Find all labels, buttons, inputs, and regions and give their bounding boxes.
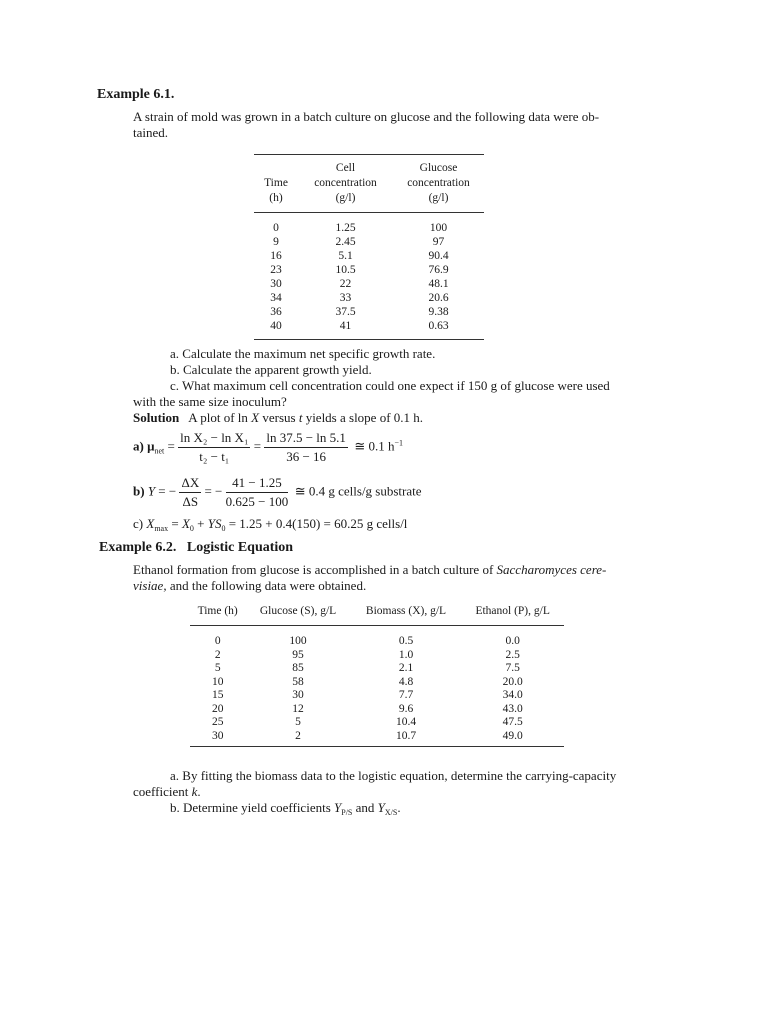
table-header-cell: Glucose (S), g/L [259, 605, 337, 617]
table-cell: 0 [273, 222, 279, 234]
equation-b: b) Y = − $\frac{\Delta X}{\Delta S}$ = − $\frac{41 - 1.25}{0.625 - 100}$ ≅ 0.4 g cells/g substrate [133, 475, 422, 509]
table-cell: 30 [270, 278, 282, 290]
example-6-1-heading: Example 6.1. [97, 87, 175, 102]
table-cell: 9 [273, 236, 279, 248]
example-6-2-heading: Example 6.2. Logistic Equation [99, 540, 294, 555]
question-c: c. What maximum cell concentration could one expect if 150 g of glucose were used [170, 378, 610, 393]
table-cell: 58 [292, 675, 304, 688]
equation-c: c) $X_{max} = X_0 + YS_0 = 1.25 + 0.4(150) = 60.25$ g cells/l [133, 516, 408, 533]
table-row [190, 689, 564, 703]
intro-line-1: A strain of mold was grown in a batch culture on glucose and the following data were ob- [133, 109, 600, 124]
table-cell: 16 [270, 250, 282, 262]
table-cell: 0.5 [398, 635, 414, 647]
table-header-row [190, 604, 564, 626]
table-cell: 5 [214, 662, 221, 674]
table-cell: 1.25 [335, 222, 356, 234]
table-row [254, 263, 484, 277]
table-cell: 76.9 [428, 264, 449, 276]
table-cell: 43.0 [502, 702, 523, 715]
equation-b-general-fraction: $\frac{\Delta X}{\Delta S}$ [181, 475, 200, 509]
table-cell: 37.5 [335, 306, 356, 318]
table-row [254, 249, 484, 263]
table-header-cell: Ethanol (P), g/L [475, 605, 550, 617]
table-row [190, 730, 564, 747]
question-logistic-a-cont: coefficient k. [133, 784, 201, 799]
table-cell: 30 [211, 729, 224, 742]
table-row [254, 319, 484, 340]
table-cell: 41 [339, 320, 352, 332]
table-cell: 20.6 [428, 292, 449, 304]
table-cell: 36 [270, 306, 282, 318]
header-glucose-concentration: Glucose concentration (g/l) [407, 162, 470, 204]
table-cell: 25 [211, 716, 224, 728]
table-cell: 0 [214, 635, 221, 647]
table-cell: 22 [339, 278, 352, 290]
table-row [254, 235, 484, 249]
intro-line-2: tained. [133, 125, 169, 140]
question-b: b. Calculate the apparent growth yield. [170, 362, 372, 377]
table-body [254, 213, 484, 340]
table-cell: 10.4 [395, 716, 417, 728]
table-cell: 49.0 [502, 729, 523, 742]
table-body [190, 626, 564, 747]
table-row [190, 676, 564, 690]
table-cell: 9.6 [398, 702, 414, 715]
question-a: a. Calculate the maximum net specific growth rate. [170, 346, 436, 361]
table-row [190, 703, 564, 717]
table-cell: 2.45 [335, 236, 356, 248]
table-row [190, 662, 564, 676]
table-cell: 97 [432, 236, 445, 248]
question-logistic-a: a. By fitting the biomass data to the logistic equation, determine the carrying-capacity [170, 768, 617, 783]
table-cell: 90.4 [428, 250, 449, 262]
solution-label: Solution [133, 410, 180, 425]
table-cell: 2 [214, 648, 221, 661]
table-cell: 20.0 [502, 675, 523, 688]
table-cell: 1.0 [398, 648, 414, 661]
question-c-cont: with the same size inoculum? [133, 394, 287, 409]
table-cell: 48.1 [428, 278, 449, 290]
table-cell: 5 [295, 716, 301, 728]
table-cell: 15 [211, 689, 224, 701]
table-cell: 100 [289, 635, 307, 647]
equation-a-general-fraction: $\frac{\text{ln X₂ − ln X₁}}{\text{t₂ − t₁}}$ [180, 430, 249, 464]
table-cell: 30 [292, 689, 304, 701]
table-cell: 5.1 [338, 250, 353, 262]
table-cell: 34 [270, 292, 282, 304]
solution-line: Solution A plot of ln X versus t yields a slope of 0.1 h. [133, 410, 424, 425]
mold-culture-table [254, 154, 484, 340]
table-cell: 20 [211, 702, 224, 715]
table-row [190, 649, 564, 663]
example-6-1-intro [133, 109, 653, 141]
header-cell-concentration: Cell concentration (g/l) [314, 162, 377, 204]
table-header-cell: Time (h) [197, 605, 238, 617]
table-cell: 7.7 [398, 689, 414, 701]
table-cell: 2.1 [398, 662, 414, 674]
table-cell: 9.38 [428, 306, 449, 318]
table-cell: 10 [211, 675, 224, 688]
table-cell: 47.5 [502, 716, 523, 728]
equation-a-numeric-fraction: $\frac{\ln 37.5 - \ln 5.1}{36 - 16}$ [266, 430, 346, 464]
table-header-cell: Biomass (X), g/L [365, 605, 447, 617]
table-cell: 2 [295, 729, 301, 742]
table-row [254, 305, 484, 319]
example-6-2-intro: Ethanol formation from glucose is accomplished in a batch culture of Saccharomyces cere- visiae, and the following data were obtained. [133, 562, 607, 593]
table-cell: 10.5 [335, 264, 356, 276]
table-cell: 23 [270, 264, 282, 276]
table-cell: 95 [292, 648, 304, 661]
header-time: Time (h) [264, 177, 288, 204]
equation-b-numeric-fraction: $\frac{41 - 1.25}{0.625 - 100}$ [225, 475, 289, 509]
table-header-row [254, 155, 484, 213]
table-cell: 0.0 [505, 635, 520, 647]
table-cell: 85 [292, 662, 304, 674]
table-row [254, 291, 484, 305]
table-cell: 33 [339, 292, 352, 304]
table-row [254, 213, 484, 236]
table-cell: 10.7 [395, 729, 417, 742]
ethanol-culture-table [190, 604, 564, 747]
table-cell: 34.0 [502, 689, 523, 701]
table-cell: 100 [429, 222, 448, 234]
table-cell: 12 [292, 702, 304, 715]
table-row [190, 716, 564, 730]
table-cell: 7.5 [505, 662, 520, 674]
table-cell: 0.63 [428, 320, 449, 332]
table-row [254, 277, 484, 291]
table-cell: 4.8 [398, 675, 414, 688]
question-logistic-b: b. Determine yield coefficients $Y_{P/S}$ and $Y_{X/S}$. [170, 800, 401, 817]
table-cell: 40 [270, 320, 282, 332]
equation-a: a) $\mu_{net}$ = $\frac{\text{ln X₂ − ln X₁}}{\text{t₂ − t₁}}$ = $\frac{\ln 37.5 - \ln 5.1}{36 - 16}$ ≅ 0.1 $h^{-1}$ [133, 430, 404, 464]
organism-name: Saccharomyces cere- [496, 562, 607, 577]
table-row [190, 626, 564, 649]
table-cell: 2.5 [505, 648, 520, 661]
